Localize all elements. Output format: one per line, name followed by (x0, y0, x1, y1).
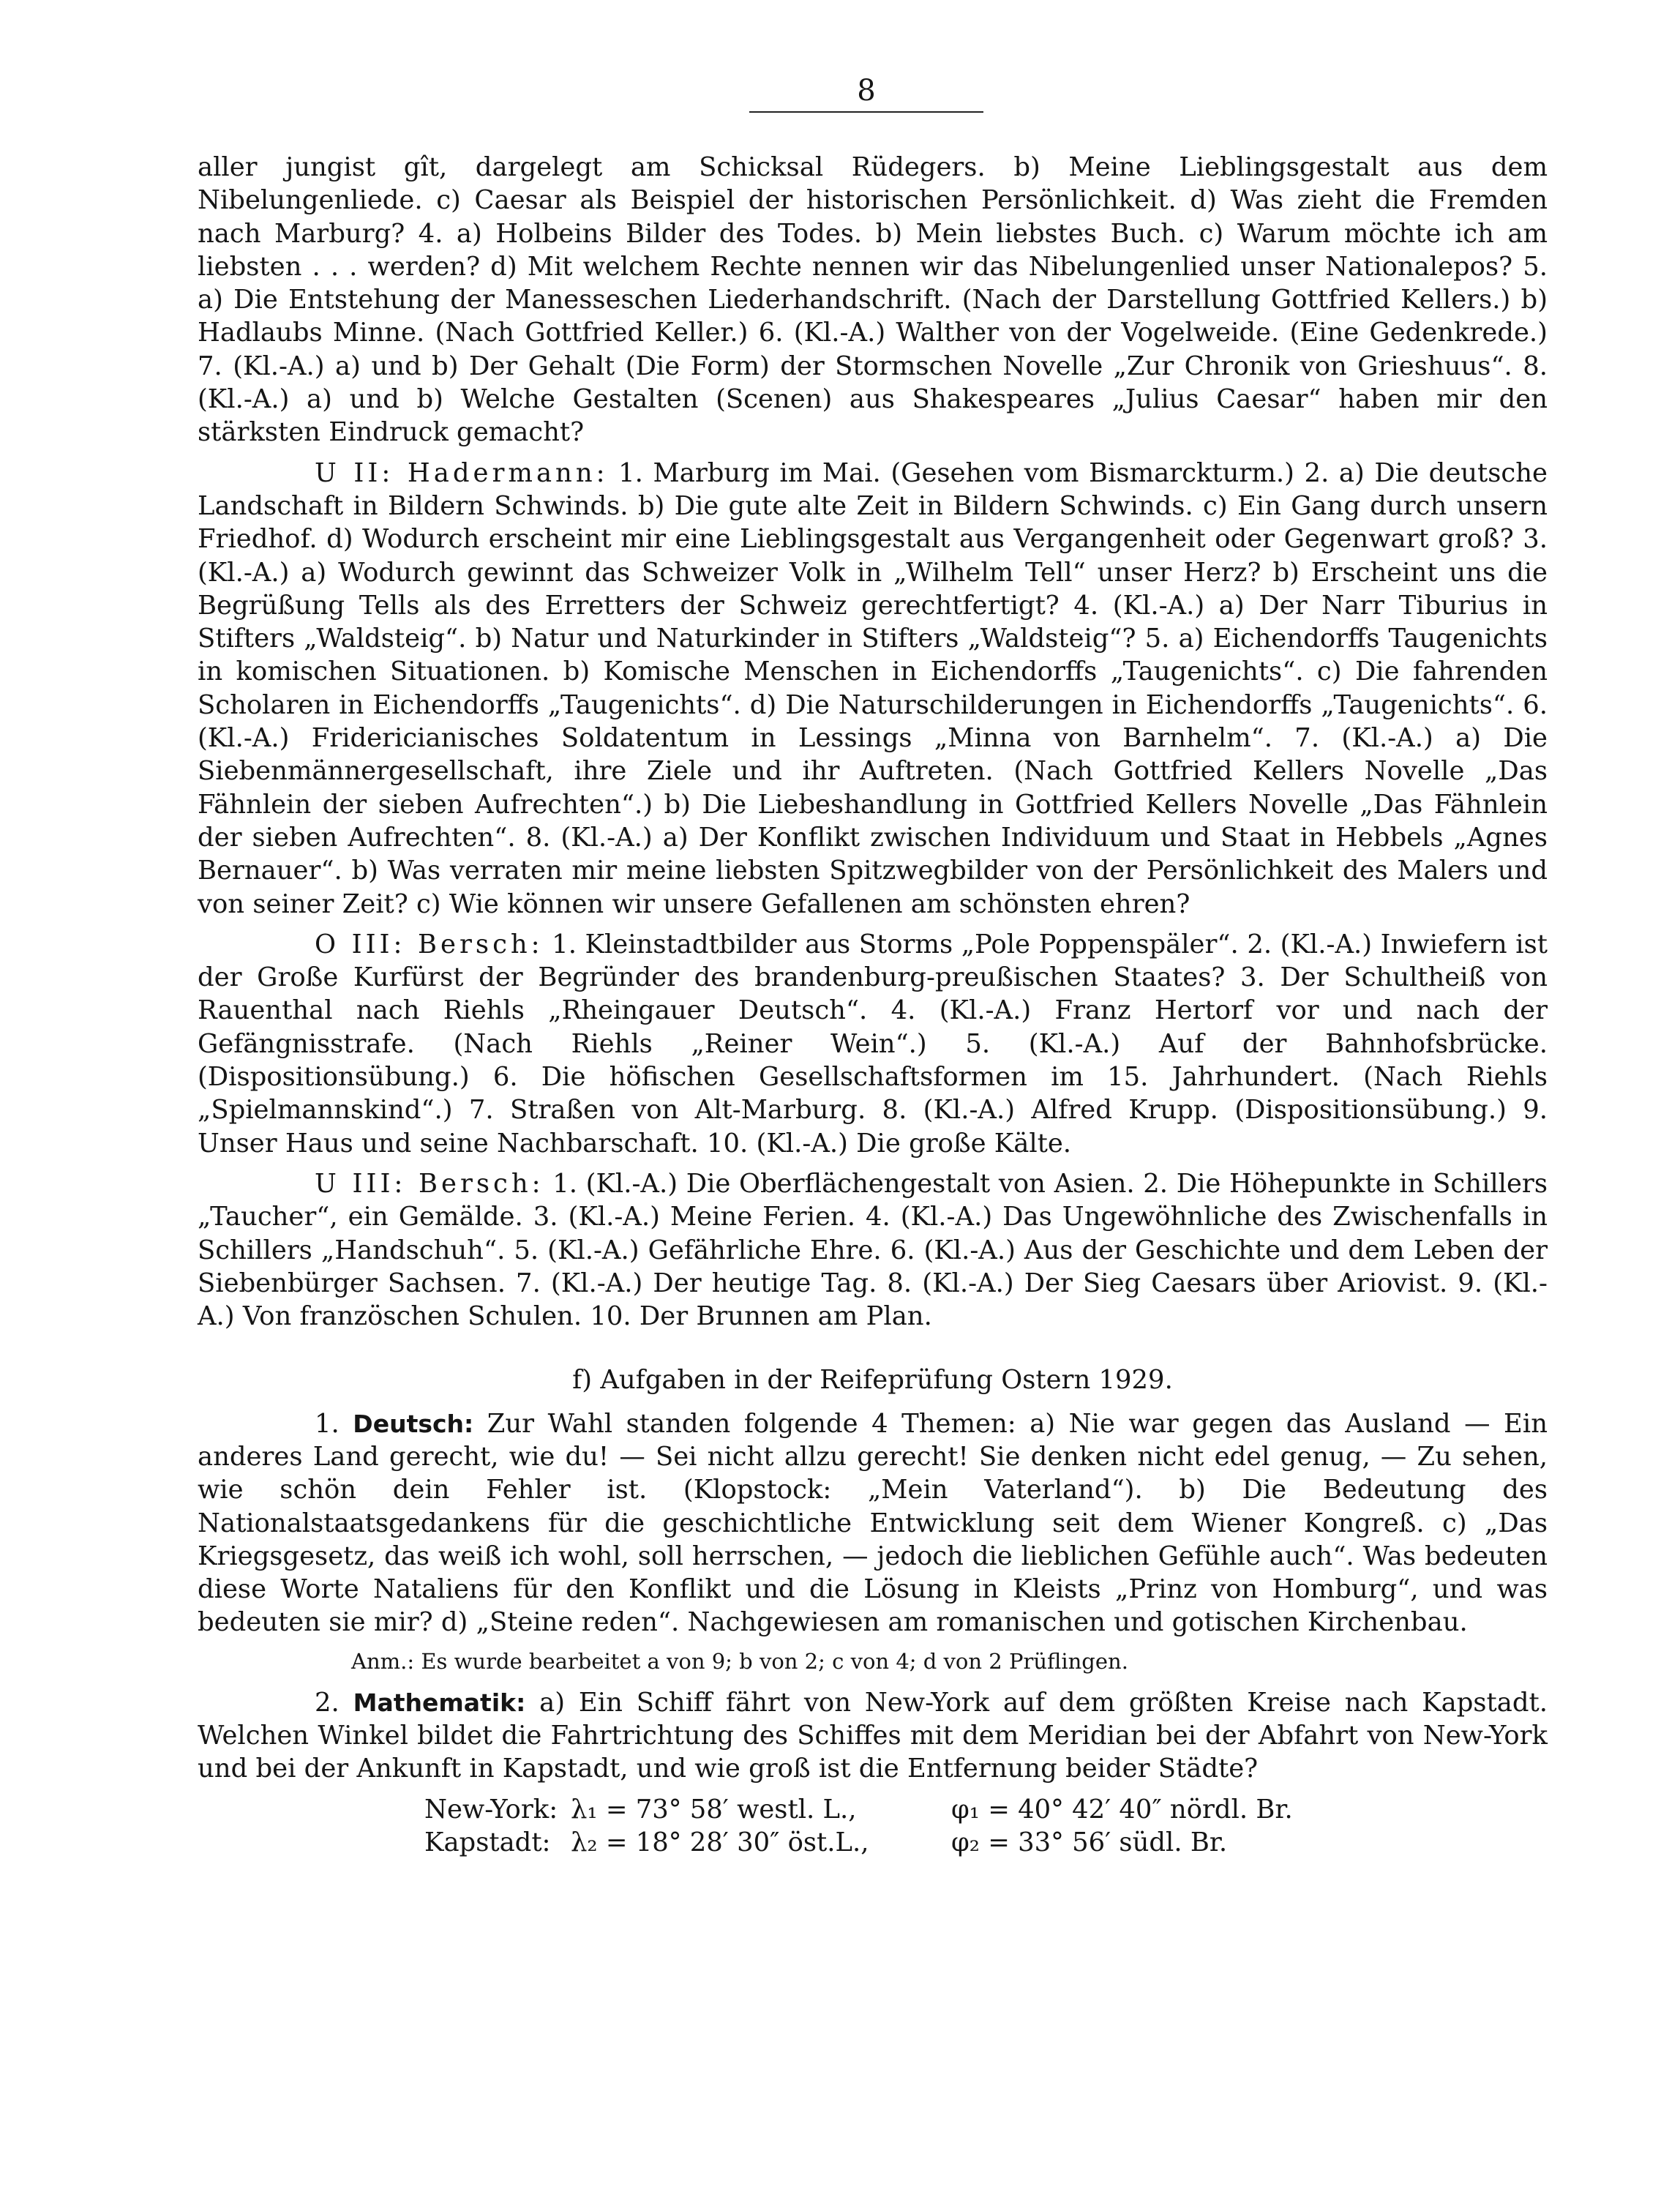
subject-label: Deutsch: (353, 1409, 474, 1438)
paragraph-continuation (198, 151, 1548, 449)
paragraph-text: aller jungist gît, dargelegt am Schicksal Rüdegers. b) Meine Lieblingsgestalt aus dem Nibelungenliede. c) Caesar als Beispiel der historischen Persönlichkeit. d) Was zieht die Fremden nach Marburg? 4. a) Holbeins Bilder des Todes. b) Mein liebstes Buch. c) Warum möchte ich am liebsten . . . werden? d) Mit welchem Rechte nennen wir das Nibelungenlied unser Nationalepos? 5. a) Die Entstehung der Manesseschen Liederhandschrift. (Nach der Darstellung Gottfried Kellers.) b) Hadlaubs Minne. (Nach Gottfried Keller.) 6. (Kl.-A.) Walther von der Vogelweide. (Eine Gedenkrede.) 7. (Kl.-A.) a) und b) Der Gehalt (Die Form) der Stormschen Novelle „Zur Chronik von Grieshuus“. 8. (Kl.-A.) a) und b) Welche Gestalten (Scenen) aus Shakespeares „Julius Caesar“ haben mir den stärksten Eindruck gemacht? (198, 152, 1548, 448)
paragraph-o-iii (198, 928, 1548, 1160)
paragraph-text: 1. Marburg im Mai. (Gesehen vom Bismarckturm.) 2. a) Die deutsche Landschaft in Bildern Schwinds. b) Die gute alte Zeit in Bildern Schwinds. c) Ein Gang durch unsern Friedhof. d) Wodurch erscheint mir eine Lieblingsgestalt aus Vergangenheit oder Gegenwart groß? 3. (Kl.-A.) a) Wodurch gewinnt das Schweizer Volk in „Wilhelm Tell“ unser Herz? b) Erscheint uns die Begrüßung Tells als des Erretters der Schweiz gerechtfertigt? 4. (Kl.-A.) a) Der Narr Tiburius in Stifters „Waldsteig“. b) Natur und Naturkinder in Stifters „Waldsteig“? 5. a) Eichendorffs Taugenichts in komischen Situationen. b) Komische Menschen in Eichendorffs „Taugenichts“. c) Die fahrenden Scholaren in Eichendorffs „Taugenichts“. d) Die Naturschilderungen in Eichendorffs „Taugenichts“. 6. (Kl.-A.) Fridericianisches Soldatentum in Lessings „Minna von Barnhelm“. 7. (Kl.-A.) a) Die Siebenmännergesellschaft, ihre Ziele und ihr Auftreten. (Nach Gottfried Kellers Novelle „Das Fähnlein der sieben Aufrechten“.) b) Die Liebeshandlung in Gottfried Kellers Novelle „Das Fähnlein der sieben Aufrechten“. 8. (Kl.-A.) a) Der Konflikt zwischen Individuum und Staat in Hebbels „Agnes Bernauer“. b) Was verraten mir meine liebsten Spitzwegbilder von der Persönlichkeit des Malers und von seiner Zeit? c) Wie können wir unsere Gefallenen am schönsten ehren? (198, 457, 1548, 919)
page-number: 8 (749, 73, 983, 113)
section-heading: f) Aufgaben in der Reifeprüfung Ostern 1929. (572, 1365, 1173, 1396)
class-teacher-lead: U III: Bersch: (315, 1168, 544, 1199)
paragraph-text: a) Ein Schiff fährt von New-York auf dem größten Kreise nach Kapstadt. Welchen Winkel bildet die Fahrtrichtung des Schiffes mit dem Meridian bei der Abfahrt von New-York und bei der Ankunft in Kapstadt, und wie groß ist die Entfernung beider Städte? (198, 1687, 1548, 1784)
body-text (198, 151, 1548, 1859)
coordinate-place: Kapstadt: (424, 1827, 551, 1857)
paragraph-mathematik (198, 1686, 1548, 1786)
coordinate-latitude: φ₂ = 33° 56′ südl. Br. (951, 1827, 1228, 1857)
subject-label: Mathematik: (353, 1688, 526, 1717)
coordinate-place: New-York: (424, 1794, 558, 1825)
paragraph-text: 1. Kleinstadtbilder aus Storms „Pole Poppenspäler“. 2. (Kl.-A.) Inwiefern ist der Große Kurfürst der Begründer des brandenburg-preußischen Staates? 3. Der Schultheiß von Rauenthal nach Riehls „Rheingauer Deutsch“. 4. (Kl.-A.) Franz Hertorf vor und nach der Gefängnisstrafe. (Nach Riehls „Reiner Wein“.) 5. (Kl.-A.) Auf der Bahnhofsbrücke. (Dispositionsübung.) 6. Die höfischen Gesellschaftsformen im 15. Jahrhundert. (Nach Riehls „Spielmannskind“.) 7. Straßen von Alt-Marburg. 8. (Kl.-A.) Alfred Krupp. (Dispositionsübung.) 9. Unser Haus und seine Nachbarschaft. 10. (Kl.-A.) Die große Kälte. (198, 929, 1548, 1159)
coordinate-latitude: φ₁ = 40° 42′ 40″ nördl. Br. (951, 1794, 1293, 1825)
coordinate-longitude: λ₁ = 73° 58′ westl. L., (571, 1794, 857, 1825)
item-number: 2. (315, 1687, 353, 1718)
item-number: 1. (315, 1408, 353, 1439)
paragraph-text: Zur Wahl standen folgende 4 Themen: a) Nie war gegen das Ausland — Ein anderes Land gerecht, wie du! — Sei nicht allzu gerecht! Sie denken nicht edel genug, — Zu sehen, wie schön dein Fehler ist. (Klopstock: „Mein Vaterland“). b) Die Bedeutung des Nationalstaatsgedankens für die geschichtliche Entwicklung seit dem Wiener Kongreß. c) „Das Kriegsgesetz, das weiß ich wohl, soll herrschen, — jedoch die lieblichen Gefühle auch“. Was bedeuten diese Worte Nataliens für den Konflikt und die Lösung in Kleists „Prinz von Homburg“, und was bedeuten sie mir? d) „Steine reden“. Nachgewiesen am romanischen und gotischen Kirchenbau. (198, 1408, 1548, 1638)
class-teacher-lead: U II: Hadermann: (315, 457, 609, 488)
coordinate-longitude: λ₂ = 18° 28′ 30″ öst.L., (571, 1827, 869, 1857)
coordinate-line-new-york (198, 1793, 1548, 1826)
paragraph-u-ii (198, 457, 1548, 921)
paragraph-deutsch (198, 1407, 1548, 1639)
class-teacher-lead: O III: Bersch: (315, 929, 544, 959)
paragraph-u-iii (198, 1167, 1548, 1333)
paragraph-text: 1. (Kl.-A.) Die Oberflächengestalt von Asien. 2. Die Höhepunkte in Schillers „Taucher“, ein Gemälde. 3. (Kl.-A.) Meine Ferien. 4. (Kl.-A.) Das Ungewöhnliche des Zwischenfalls in Schillers „Handschuh“. 5. (Kl.-A.) Gefährliche Ehre. 6. (Kl.-A.) Aus der Geschichte und dem Leben der Siebenbürger Sachsen. 7. (Kl.-A.) Der heutige Tag. 8. (Kl.-A.) Der Sieg Caesars über Ariovist. 9. (Kl.-A.) Von französchen Schulen. 10. Der Brunnen am Plan. (198, 1168, 1548, 1332)
annotation-note: Anm.: Es wurde bearbeitet a von 9; b von 2; c von 4; d von 2 Prüflingen. (351, 1648, 1128, 1674)
coordinate-line-kapstadt (198, 1826, 1548, 1859)
